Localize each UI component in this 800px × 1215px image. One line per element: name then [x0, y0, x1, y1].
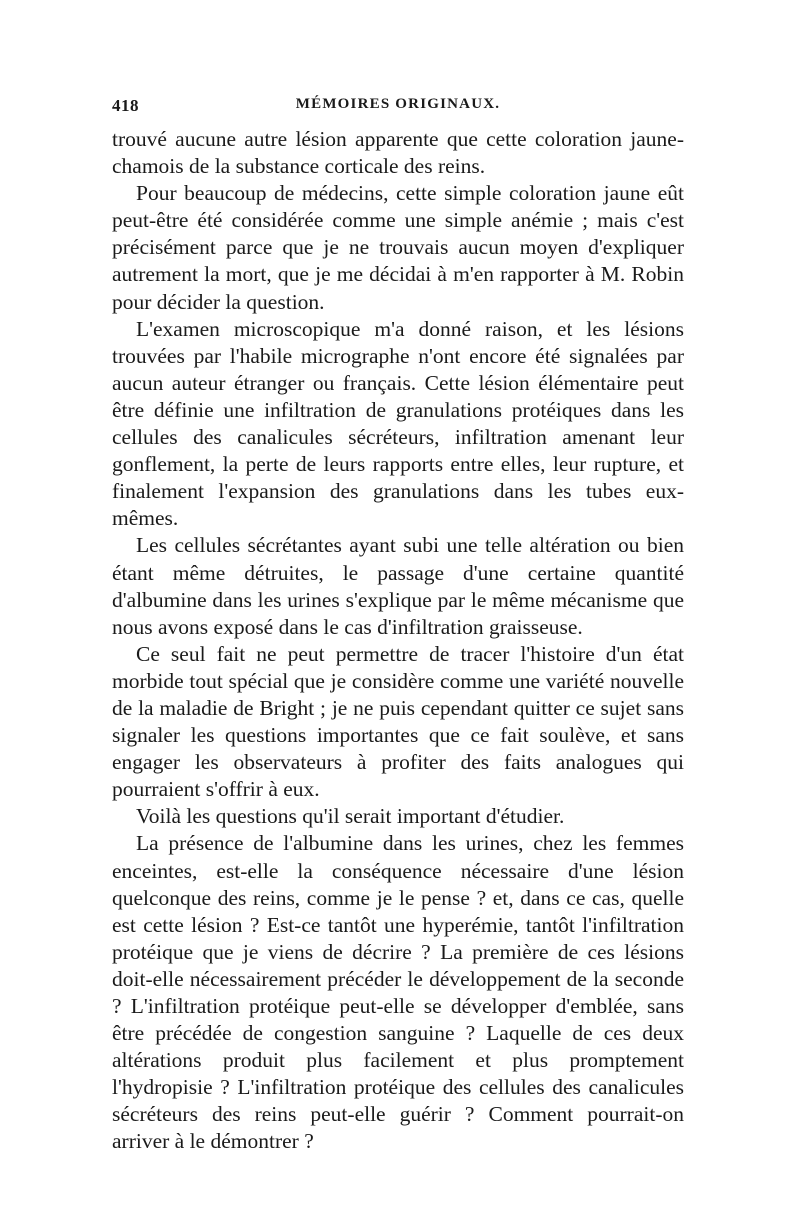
running-title: MÉMOIRES ORIGINAUX. [295, 96, 501, 112]
paragraph-7: La présence de l'albumine dans les urines, chez les femmes enceintes, est-elle la conséquence nécessaire d'une lésion quelconque des reins, comme je le pense ? et, dans ce cas, quelle est cette lésion ? Est-ce tantôt une hyperémie, tantôt l'infiltration protéique que je viens de décrire ? La première de ces lésions doit-elle nécessairement précéder le développement de la seconde ? L'infiltration protéique peut-elle se développer d'emblée, sans être précédée de congestion sanguine ? Laquelle de ces deux altérations produit plus facilement et plus promptement l'hydropisie ? L'infiltration protéique des cellules des canalicules sécréteurs des reins peut-elle guérir ? Comment pourrait-on arriver à le démontrer ? [112, 831, 684, 1154]
paragraph-1: trouvé aucune autre lésion apparente que cette coloration jaune-chamois de la substance corticale des reins. [112, 127, 684, 179]
paragraph-6: Voilà les questions qu'il serait important d'étudier. [136, 804, 565, 829]
page-number: 418 [112, 96, 139, 115]
book-page [112, 96, 684, 1156]
body-text [112, 126, 684, 1156]
paragraph-2: Pour beaucoup de médecins, cette simple coloration jaune eût peut-être été considérée comme une simple anémie ; mais c'est précisément parce que je ne trouvais aucun moyen d'expliquer autrement la mort, que je me décidai à m'en rapporter à M. Robin pour décider la question. [112, 181, 684, 314]
paragraph-3: L'examen microscopique m'a donné raison, et les lésions trouvées par l'habile micrographe n'ont encore été signalées par aucun auteur étranger ou français. Cette lésion élémentaire peut être définie une infiltration de granulations protéiques dans les cellules des canalicules sécréteurs, infiltration amenant leur gonflement, la perte de leurs rapports entre elles, leur rupture, et finalement l'expansion des granulations dans les tubes eux-mêmes. [112, 316, 684, 531]
paragraph-4: Les cellules sécrétantes ayant subi une telle altération ou bien étant même détruites, le passage d'une certaine quantité d'albumine dans les urines s'explique par le même mécanisme que nous avons exposé dans le cas d'infiltration graisseuse. [112, 533, 684, 639]
page-header [112, 96, 684, 124]
paragraph-5: Ce seul fait ne peut permettre de tracer l'histoire d'un état morbide tout spécial que je considère comme une variété nouvelle de la maladie de Bright ; je ne puis cependant quitter ce sujet sans signaler les questions importantes que ce fait soulève, et sans engager les observateurs à profiter des faits analogues qui pourraient s'offrir à eux. [112, 641, 684, 802]
